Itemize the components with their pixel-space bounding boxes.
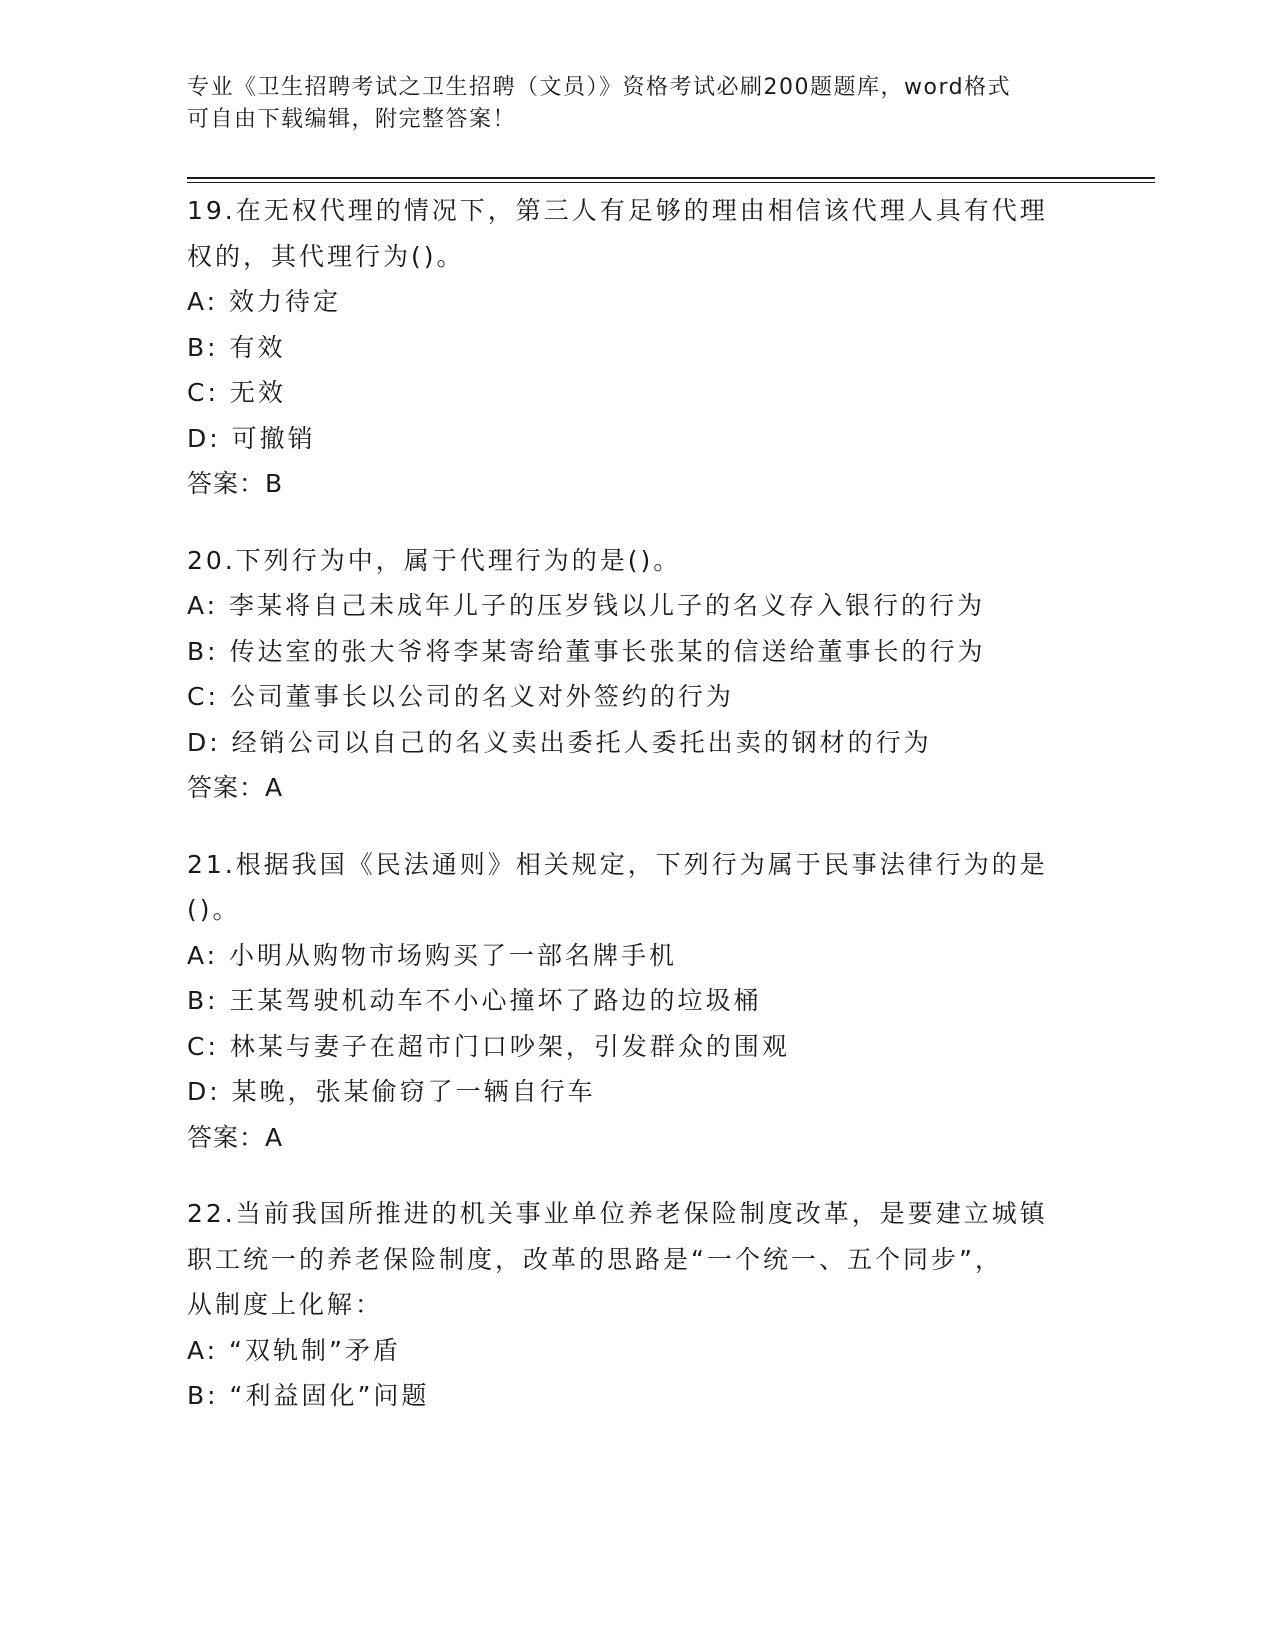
option-c: C: 公司董事长以公司的名义对外签约的行为 xyxy=(187,682,734,711)
question-stem-line: 从制度上化解： xyxy=(187,1290,384,1319)
header-line-2: 可自由下载编辑，附完整答案！ xyxy=(187,107,517,132)
header-line-1: 专业《卫生招聘考试之卫生招聘（文员）》资格考试必刷200题题库，word格式 xyxy=(187,75,1012,100)
question-stem-line: 职工统一的养老保险制度，改革的思路是“一个统一、五个同步”， xyxy=(187,1244,1003,1274)
question-22 xyxy=(187,1191,1087,1419)
option-b: B: 有效 xyxy=(187,332,286,362)
question-stem-line: ()。 xyxy=(187,895,241,924)
question-stem-line: 22.当前我国所推进的机关事业单位养老保险制度改革，是要建立城镇 xyxy=(187,1199,1048,1228)
question-stem-line: 20.下列行为中，属于代理行为的是()。 xyxy=(187,545,682,575)
header-rule-thin xyxy=(187,182,1155,183)
answer-line: 答案：A xyxy=(187,1122,284,1152)
question-stem-line: 19.在无权代理的情况下，第三人有足够的理由相信该代理人具有代理 xyxy=(187,196,1048,225)
answer-line: 答案：A xyxy=(187,773,284,802)
option-a: A: 效力待定 xyxy=(187,287,342,316)
option-b: B: “利益固化”问题 xyxy=(187,1381,430,1410)
option-a: A: 李某将自己未成年儿子的压岁钱以儿子的名义存入银行的行为 xyxy=(187,591,986,620)
option-a: A: “双轨制”矛盾 xyxy=(187,1335,401,1365)
option-d: D: 经销公司以自己的名义卖出委托人委托出卖的钢材的行为 xyxy=(187,727,932,757)
header-rule-thick xyxy=(187,177,1155,179)
question-stem-line: 21.根据我国《民法通则》相关规定，下列行为属于民事法律行为的是 xyxy=(187,849,1048,879)
option-b: B: 王某驾驶机动车不小心撞坏了路边的垃圾桶 xyxy=(187,986,762,1015)
option-c: C: 无效 xyxy=(187,378,286,407)
option-c: C: 林某与妻子在超市门口吵架，引发群众的围观 xyxy=(187,1031,790,1061)
question-19 xyxy=(187,188,1087,507)
option-b: B: 传达室的张大爷将李某寄给董事长张某的信送给董事长的行为 xyxy=(187,636,986,666)
option-d: D: 某晚，张某偷窃了一辆自行车 xyxy=(187,1077,596,1106)
question-list xyxy=(187,188,1087,1450)
answer-line: 答案：B xyxy=(187,469,284,498)
question-20 xyxy=(187,538,1087,811)
document-header xyxy=(187,72,1067,136)
option-a: A: 小明从购物市场购买了一部名牌手机 xyxy=(187,940,678,970)
option-d: D: 可撤销 xyxy=(187,423,316,453)
question-21 xyxy=(187,842,1087,1161)
question-stem-line: 权的，其代理行为()。 xyxy=(187,241,465,271)
